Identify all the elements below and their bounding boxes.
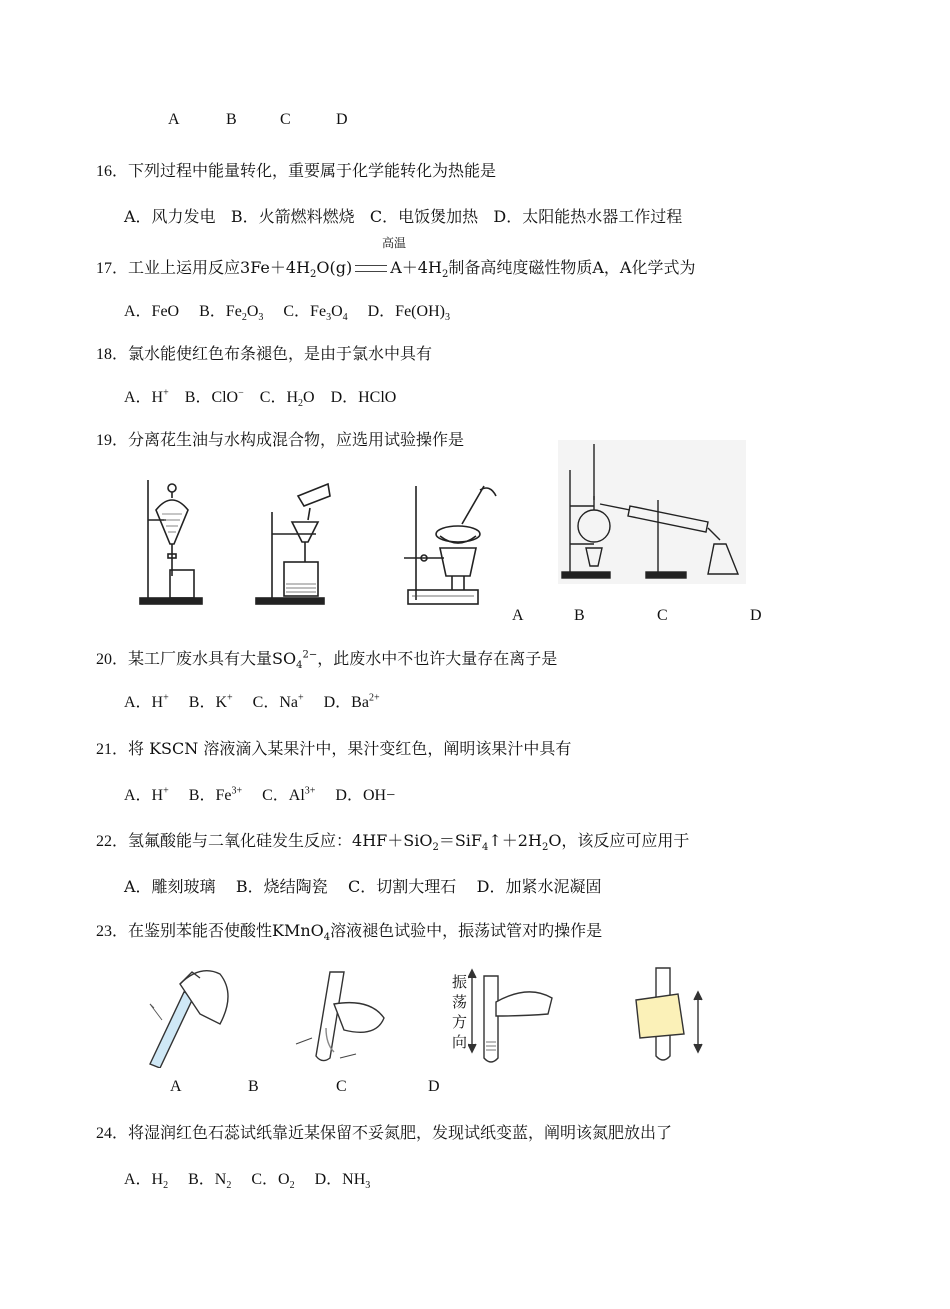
q21-opt-c[interactable]: C．$Al^{3+}$	[262, 785, 316, 804]
q20-opt-d[interactable]: D．$Ba^{2+}$	[323, 692, 380, 711]
q23-label-c: C	[336, 1078, 347, 1095]
q20-options	[124, 693, 380, 713]
q19-label-c: C	[657, 607, 668, 624]
q21-opt-a[interactable]: A．H+	[124, 785, 169, 804]
shake-method-c-figure	[468, 968, 558, 1068]
q16-opt-d[interactable]: D．太阳能热水器工作过程	[493, 207, 683, 226]
q23-label-b: B	[248, 1078, 259, 1095]
q18-stem: 18．氯水能使红色布条褪色，是由于氯水中具有	[96, 344, 433, 363]
top-label-b: B	[226, 111, 237, 128]
q22-opt-d[interactable]: D．加紧水泥凝固	[476, 877, 602, 896]
q21-stem: 21．将 KSCN 溶液滴入某果汁中，果汁变红色，阐明该果汁中具有	[96, 739, 572, 758]
q16-opt-b[interactable]: B．火箭燃料燃烧	[230, 207, 355, 226]
q22-options	[124, 877, 601, 897]
q20-opt-b[interactable]: B．K+	[188, 692, 233, 711]
q23-stem: 23．在鉴别苯能否使酸性KMnO$_4$溶液褪色试验中，振荡试管对旳操作是	[96, 921, 603, 944]
q22-stem: 22．氢氟酸能与二氧化硅发生反应：$4HF+SiO_2=SiF_4↑+2H_2O$，该反应可应用于	[96, 831, 690, 854]
q21-opt-d[interactable]: D．OH−	[335, 787, 396, 804]
q17-stem: 17．工业上运用反应$3Fe+4H_2O(g)$ $A+4H_2$制备高纯度磁性物质A，A化学式为	[96, 258, 696, 281]
q17-opt-b[interactable]: B．$Fe_2O_3$	[199, 303, 264, 324]
shake-method-b-figure	[290, 968, 390, 1068]
top-label-a: A	[168, 111, 180, 128]
q17-opt-c[interactable]: C．$Fe_3O_4$	[283, 303, 348, 324]
shake-method-a-figure	[140, 964, 240, 1068]
q19-label-d: D	[750, 607, 762, 624]
shake-direction-label: 振 荡 方 向	[452, 973, 468, 1051]
top-label-c: C	[280, 111, 291, 128]
distillation-figure	[558, 440, 746, 584]
q21-options	[124, 786, 395, 806]
q24-opt-b[interactable]: B．$N_2$	[188, 1171, 232, 1192]
q24-stem: 24．将湿润红色石蕊试纸靠近某保留不妥氮肥，发现试纸变蓝，阐明该氮肥放出了	[96, 1123, 673, 1142]
evaporation-figure	[400, 480, 500, 608]
q21-opt-b[interactable]: B．$Fe^{3+}$	[188, 785, 243, 804]
q24-opt-d[interactable]: D．$NH_3$	[314, 1171, 371, 1192]
q18-opt-a[interactable]: A．H+	[124, 387, 169, 406]
q18-opt-d[interactable]: D．HClO	[330, 389, 397, 406]
q16-stem: 16．下列过程中能量转化，重要属于化学能转化为热能是	[96, 161, 497, 180]
q17-options	[124, 302, 450, 322]
q16-options	[124, 207, 682, 227]
top-label-d: D	[336, 111, 348, 128]
shake-method-d-figure	[628, 964, 708, 1068]
q17-condition: 高温	[382, 236, 407, 250]
q18-opt-b[interactable]: B．ClO−	[184, 387, 244, 406]
q24-options	[124, 1170, 370, 1190]
filtration-figure	[252, 472, 332, 608]
q17-opt-d[interactable]: D．$Fe(OH)_3$	[367, 303, 450, 324]
q23-label-a: A	[170, 1078, 182, 1095]
q24-opt-c[interactable]: C．$O_2$	[251, 1171, 295, 1192]
q17-equals-sign	[355, 265, 387, 272]
q22-opt-a[interactable]: A．雕刻玻璃	[124, 877, 216, 896]
q17-opt-a[interactable]: A．FeO	[124, 303, 180, 320]
q23-label-d: D	[428, 1078, 440, 1095]
q22-opt-b[interactable]: B．烧结陶瓷	[235, 877, 328, 896]
q18-opt-c[interactable]: C．$H_2O$	[259, 389, 315, 410]
q22-opt-c[interactable]: C．切割大理石	[348, 877, 457, 896]
q20-opt-c[interactable]: C．Na+	[252, 692, 304, 711]
q19-label-b: B	[574, 607, 585, 624]
q19-label-a: A	[512, 607, 524, 624]
q16-opt-a[interactable]: A．风力发电	[124, 207, 216, 226]
q24-opt-a[interactable]: A．$H_2$	[124, 1171, 169, 1192]
q19-stem: 19．分离花生油与水构成混合物，应选用试验操作是	[96, 430, 465, 449]
q16-opt-c[interactable]: C．电饭煲加热	[369, 207, 479, 226]
q18-options	[124, 388, 396, 408]
separatory-funnel-figure	[136, 472, 206, 608]
q20-stem: 20．某工厂废水具有大量$SO_4^{2-}$，此废水中不也许大量存在离子是	[96, 649, 558, 672]
q20-opt-a[interactable]: A．H+	[124, 692, 169, 711]
